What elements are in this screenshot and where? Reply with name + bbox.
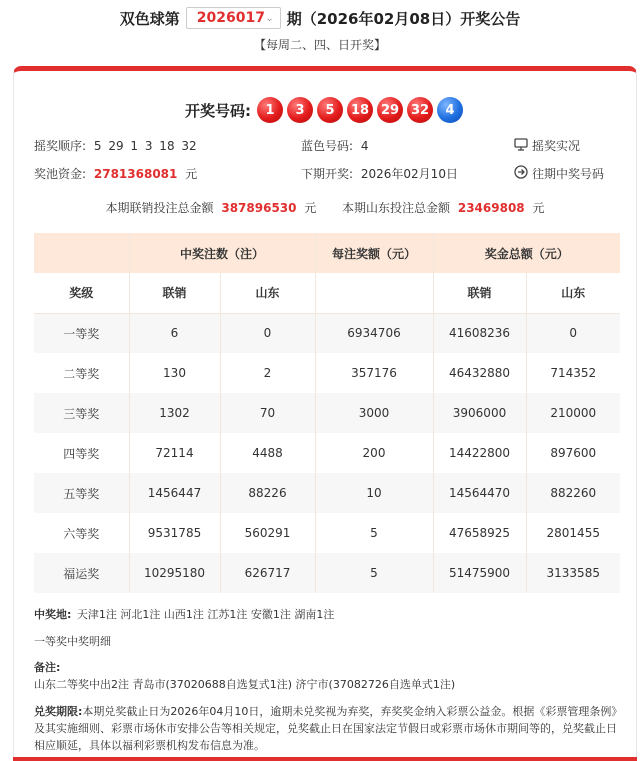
per-bet-amount: 3000 [315,393,433,433]
sd-total: 0 [526,313,620,353]
prize-level: 三等奖 [34,393,129,433]
union-total: 3906000 [433,393,526,433]
redeem-deadline-value: 本期兑奖截止日为2026年04月10日，逾期未兑奖视为弃奖，弃奖奖金纳入彩票公益金。根据《彩票管理条例》及其实施细则、彩票市场休市安排公告等相关规定，兑奖截止日在国家法定节假日或彩票市场休市期间等的，兑奖截止日相应顺延，具体以福利彩票机构发布信息为准。 [34,705,623,752]
group-header-count: 中奖注数（注） [129,233,315,273]
arrow-right-circle-icon [514,165,528,182]
history-label: 往期中奖号码 [532,167,605,181]
notes-value: 山东二等奖中出2注 青岛市(37020688自选复式1注) 济宁市(37082726自选单式1注) [34,678,456,691]
prize-pool-unit: 元 [185,167,198,181]
notes-label: 备注: [34,661,61,674]
blue-number-label: 蓝色号码: [301,139,354,153]
union-total: 14422800 [433,433,526,473]
blue-number [301,137,369,154]
per-bet-amount: 10 [315,473,433,513]
sd-count: 4488 [220,433,315,473]
sd-count: 88226 [220,473,315,513]
prize-pool-label: 奖池资金: [34,167,87,181]
sd-total: 897600 [526,433,620,473]
union-total: 47658925 [433,513,526,553]
live-draw-label: 摇奖实况 [532,139,581,153]
first-prize-detail-link[interactable] [34,633,624,650]
prize-level: 二等奖 [34,353,129,393]
red-ball: 18 [347,97,373,123]
draw-label: 开奖号码: [185,101,251,120]
per-bet-amount: 5 [315,553,433,593]
union-total-label: 本期联销投注总金额 [105,201,214,215]
notes [34,659,624,693]
union-total: 51475900 [433,553,526,593]
red-ball: 1 [257,97,283,123]
table-row [34,433,620,473]
union-count: 72114 [129,433,220,473]
shandong-total-unit: 元 [532,201,545,215]
table-row [34,473,620,513]
union-count: 6 [129,313,220,353]
union-count: 1456447 [129,473,220,513]
red-ball: 32 [407,97,433,123]
draw-order-label: 摇奖顺序: [34,139,87,153]
sd-count: 626717 [220,553,315,593]
table-row [34,513,620,553]
redeem-deadline [34,703,624,754]
union-count: 10295180 [129,553,220,593]
winning-locations-value: 天津1注 河北1注 山西1注 江苏1注 安徽1注 湖南1注 [76,608,335,621]
draw-numbers [14,97,636,123]
prize-pool [34,165,197,182]
union-count: 1302 [129,393,220,433]
per-bet-amount: 5 [315,513,433,553]
col-header-level: 奖级 [34,273,129,313]
union-count: 130 [129,353,220,393]
col-header-sd-count: 山东 [220,273,315,313]
winning-locations [34,606,624,623]
col-header-sd-total: 山东 [526,273,620,313]
prize-pool-value: 2781368081 [93,167,178,181]
group-header-blank [34,233,129,273]
sd-total: 3133585 [526,553,620,593]
group-header-per-bet: 每注奖额（元） [315,233,433,273]
chevron-down-icon: ⌄ [265,12,274,24]
prize-level: 一等奖 [34,313,129,353]
blue-number-value: 4 [360,139,369,153]
union-total: 41608236 [433,313,526,353]
sd-total: 714352 [526,353,620,393]
per-bet-amount: 357176 [315,353,433,393]
prize-level: 六等奖 [34,513,129,553]
union-total: 46432880 [433,353,526,393]
shandong-total-label: 本期山东投注总金额 [342,201,451,215]
per-bet-amount: 200 [315,433,433,473]
card-bottom-bar [13,757,637,761]
header-suffix: 期（2026年02月08日）开奖公告 [286,9,521,28]
next-draw [301,165,458,182]
monitor-icon [514,138,528,154]
draw-order [34,137,197,154]
red-ball: 29 [377,97,403,123]
union-total-unit: 元 [304,201,317,215]
union-total-value: 387896530 [221,201,297,215]
col-header-union-total: 联销 [433,273,526,313]
next-draw-value: 2026年02月10日 [360,167,458,181]
shandong-total-value: 23469808 [457,201,525,215]
table-sub-header [34,273,620,313]
table-row [34,353,620,393]
issue-select[interactable] [186,7,281,29]
page-header [0,0,640,30]
blue-ball: 4 [437,97,463,123]
first-prize-detail-label: 一等奖中奖明细 [34,635,111,648]
redeem-deadline-label: 兑奖期限: [34,705,83,718]
sd-total: 2801455 [526,513,620,553]
red-ball: 5 [317,97,343,123]
sales-totals [14,199,636,216]
union-count: 9531785 [129,513,220,553]
draw-schedule: 【每周二、四、日开奖】 [253,38,386,52]
draw-order-value: 5 29 1 3 18 32 [93,139,197,153]
prize-level: 四等奖 [34,433,129,473]
table-row [34,553,620,593]
table-row [34,313,620,353]
col-header-union-count: 联销 [129,273,220,313]
result-card [13,66,637,761]
sd-count: 2 [220,353,315,393]
prize-level: 五等奖 [34,473,129,513]
sd-total: 210000 [526,393,620,433]
sd-count: 70 [220,393,315,433]
table-row [34,393,620,433]
sd-total: 882260 [526,473,620,513]
union-total: 14564470 [433,473,526,513]
game-name: 双色球第 [119,9,180,28]
prize-level: 福运奖 [34,553,129,593]
live-draw-link[interactable] [514,137,580,154]
group-header-total: 奖金总额（元） [433,233,620,273]
table-group-header [34,233,620,273]
per-bet-amount: 6934706 [315,313,433,353]
history-link[interactable] [514,165,604,182]
red-ball: 3 [287,97,313,123]
sd-count: 560291 [220,513,315,553]
col-header-per-bet [315,273,433,313]
issue-value: 2026017 [196,10,265,26]
prize-table [34,233,620,593]
sd-count: 0 [220,313,315,353]
next-draw-label: 下期开奖: [301,167,354,181]
winning-locations-label: 中奖地: [34,608,72,621]
